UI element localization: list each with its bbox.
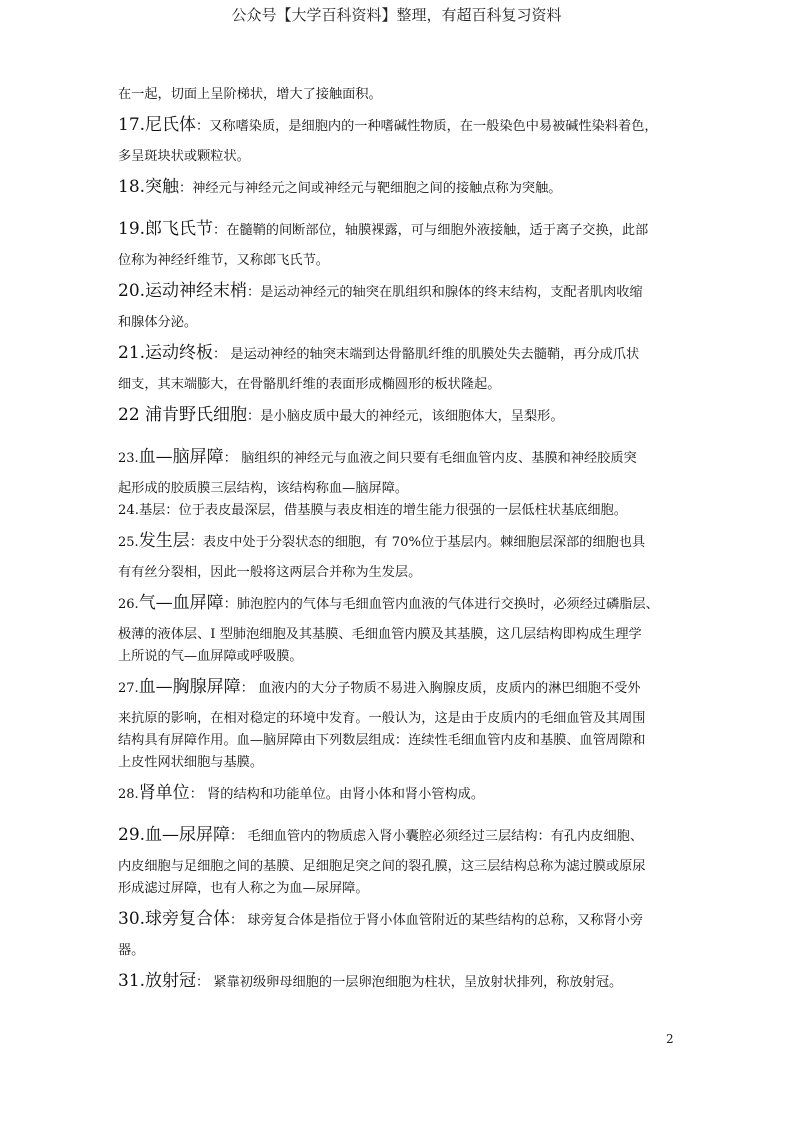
entry-18-line1 (118, 178, 561, 198)
entry-27-def1: ： 血液内的大分子物质不易进入胸腺皮质，皮质内的淋巴细胞不受外 (240, 681, 641, 696)
entry-20-line1 (118, 282, 643, 302)
entry-26-term: 气—血屏障 (138, 593, 224, 613)
entry-27-def4: 上皮性网状细胞与基膜。 (118, 755, 264, 770)
entry-18-def1: ：神经元与神经元之间或神经元与靶细胞之间的接触点称为突触。 (179, 181, 562, 196)
entry-27-def2: 来抗原的影响，在相对稳定的环境中发育。一般认为，这是由于皮质内的毛细血管及其周围 (118, 711, 646, 726)
entry-23-term: 血—脑屏障 (138, 447, 224, 467)
entry-21-def2: 细支，其末端膨大，在骨骼肌纤维的表面形成椭圆形的板状隆起。 (118, 377, 501, 392)
entry-29-term: 29.血—尿屏障 (118, 825, 231, 845)
entry-21-term: 21.运动终板 (118, 343, 214, 363)
entry-31-line1 (118, 972, 622, 992)
entry-26-def3: 上所说的气—血屏障或呼吸膜。 (118, 649, 303, 664)
entry-28-def1: ： 肾的结构和功能单位。由肾小体和肾小管构成。 (189, 787, 485, 802)
entry-21-def1: ： 是运动神经的轴突末端到达骨骼肌纤维的肌膜处失去髓鞘，再分成爪状 (213, 347, 640, 362)
entry-17-def2: 多呈斑块状或颗粒状。 (118, 149, 250, 164)
entry-20-term: 20.运动神经末梢 (118, 281, 248, 301)
entry-19-def1: ：在髓鞘的间断部位，轴膜裸露，可与细胞外液接触，适于离子交换，此部 (213, 223, 649, 238)
entry-29-line1 (118, 826, 643, 846)
entry-23-def2: 起形成的胶质膜三层结构，该结构称血—脑屏障。 (118, 481, 409, 496)
entry-29-def3: 形成滤过屏障，也有人称之为血—尿屏障。 (118, 881, 369, 896)
entry-28-num: 28. (118, 787, 139, 802)
entry-28-term: 肾单位 (138, 783, 190, 803)
entry-22-term: 22 浦肯野氏细胞 (118, 405, 248, 425)
entry-27-line1 (118, 678, 641, 698)
entry-17-term: 17.尼氏体 (118, 115, 197, 135)
entry-25-def2: 有有丝分裂相，因此一般将这两层合并称为生发层。 (118, 565, 422, 580)
entry-23-line1 (118, 448, 637, 468)
page-number: 2 (666, 1032, 674, 1046)
entry-31-term: 31.放射冠 (118, 971, 197, 991)
entry-29-def2: 内皮细胞与足细胞之间的基膜、足细胞足突之间的裂孔膜，这三层结构总称为滤过膜或原尿 (118, 859, 646, 874)
entry-26-line1 (118, 594, 659, 614)
entry-30-line1 (118, 910, 643, 930)
entry-23-num: 23. (118, 451, 139, 466)
entry-27-term: 血—胸腺屏障 (138, 677, 241, 697)
entry-26-def2: 极薄的液体层、I 型肺泡细胞及其基膜、毛细血管内膜及其基膜，这几层结构即构成生理学 (118, 627, 642, 642)
entry-25-line1 (118, 532, 645, 552)
entry-30-def2: 器。 (118, 943, 145, 958)
entry-28-line1 (118, 784, 484, 804)
entry-19-def2: 位称为神经纤维节，又称郎飞氏节。 (118, 253, 329, 268)
entry-26-def1: ：肺泡腔内的气体与毛细血管内血液的气体进行交换时，必须经过磷脂层、 (223, 597, 659, 612)
entry-29-def1: ： 毛细血管内的物质虑入肾小囊腔必须经过三层结构：有孔内皮细胞、 (230, 829, 644, 844)
entry-17-def1: ：又称嗜染质，是细胞内的一种嗜碱性物质，在一般染色中易被碱性染料着色， (196, 119, 658, 134)
entry-17-line1 (118, 116, 658, 136)
entry-31-def1: ： 紧靠初级卵母细胞的一层卵泡细胞为柱状，呈放射状排列，称放射冠。 (196, 975, 623, 990)
entry-26-num: 26. (118, 597, 139, 612)
entry-20-def2: 和腺体分泌。 (118, 315, 198, 330)
entry-20-def1: ：是运动神经元的轴突在肌组织和腺体的终末结构，支配者肌肉收缩 (247, 285, 643, 300)
entry-23-def1: ： 脑组织的神经元与血液之间只要有毛细血管内皮、基膜和神经胶质突 (223, 451, 637, 466)
page-header: 公众号【大学百科资料】整理，有超百科复习资料 (231, 6, 562, 24)
entry-18-term: 18.突触 (118, 177, 180, 197)
entry-30-term: 30.球旁复合体 (118, 909, 231, 929)
entry-22-line1 (118, 406, 564, 426)
entry-24: 24.基层：位于表皮最深层，借基膜与表皮相连的增生能力很强的一层低柱状基底细胞。 (118, 503, 627, 518)
entry-25-def1: ：表皮中处于分裂状态的细胞，有 70%位于基层内。棘细胞层深部的细胞也具 (189, 535, 646, 550)
entry-25-num: 25. (118, 535, 139, 550)
entry-22-def1: ：是小脑皮质中最大的神经元，该细胞体大，呈梨形。 (247, 409, 564, 424)
entry-19-term: 19.郎飞氏节 (118, 219, 214, 239)
entry-21-line1 (118, 344, 639, 364)
entry-25-term: 发生层 (138, 531, 190, 551)
entry-27-def3: 结构具有屏障作用。血—脑屏障由下列数层组成：连续性毛细血管内皮和基膜、血管周隙和 (118, 733, 646, 748)
entry-19-line1 (118, 220, 648, 240)
entry-30-def1: ： 球旁复合体是指位于肾小体血管附近的某些结构的总称，又称肾小旁 (230, 913, 644, 928)
entry-16-tail: 在一起，切面上呈阶梯状，增大了接触面积。 (118, 87, 382, 102)
entry-27-num: 27. (118, 681, 139, 696)
